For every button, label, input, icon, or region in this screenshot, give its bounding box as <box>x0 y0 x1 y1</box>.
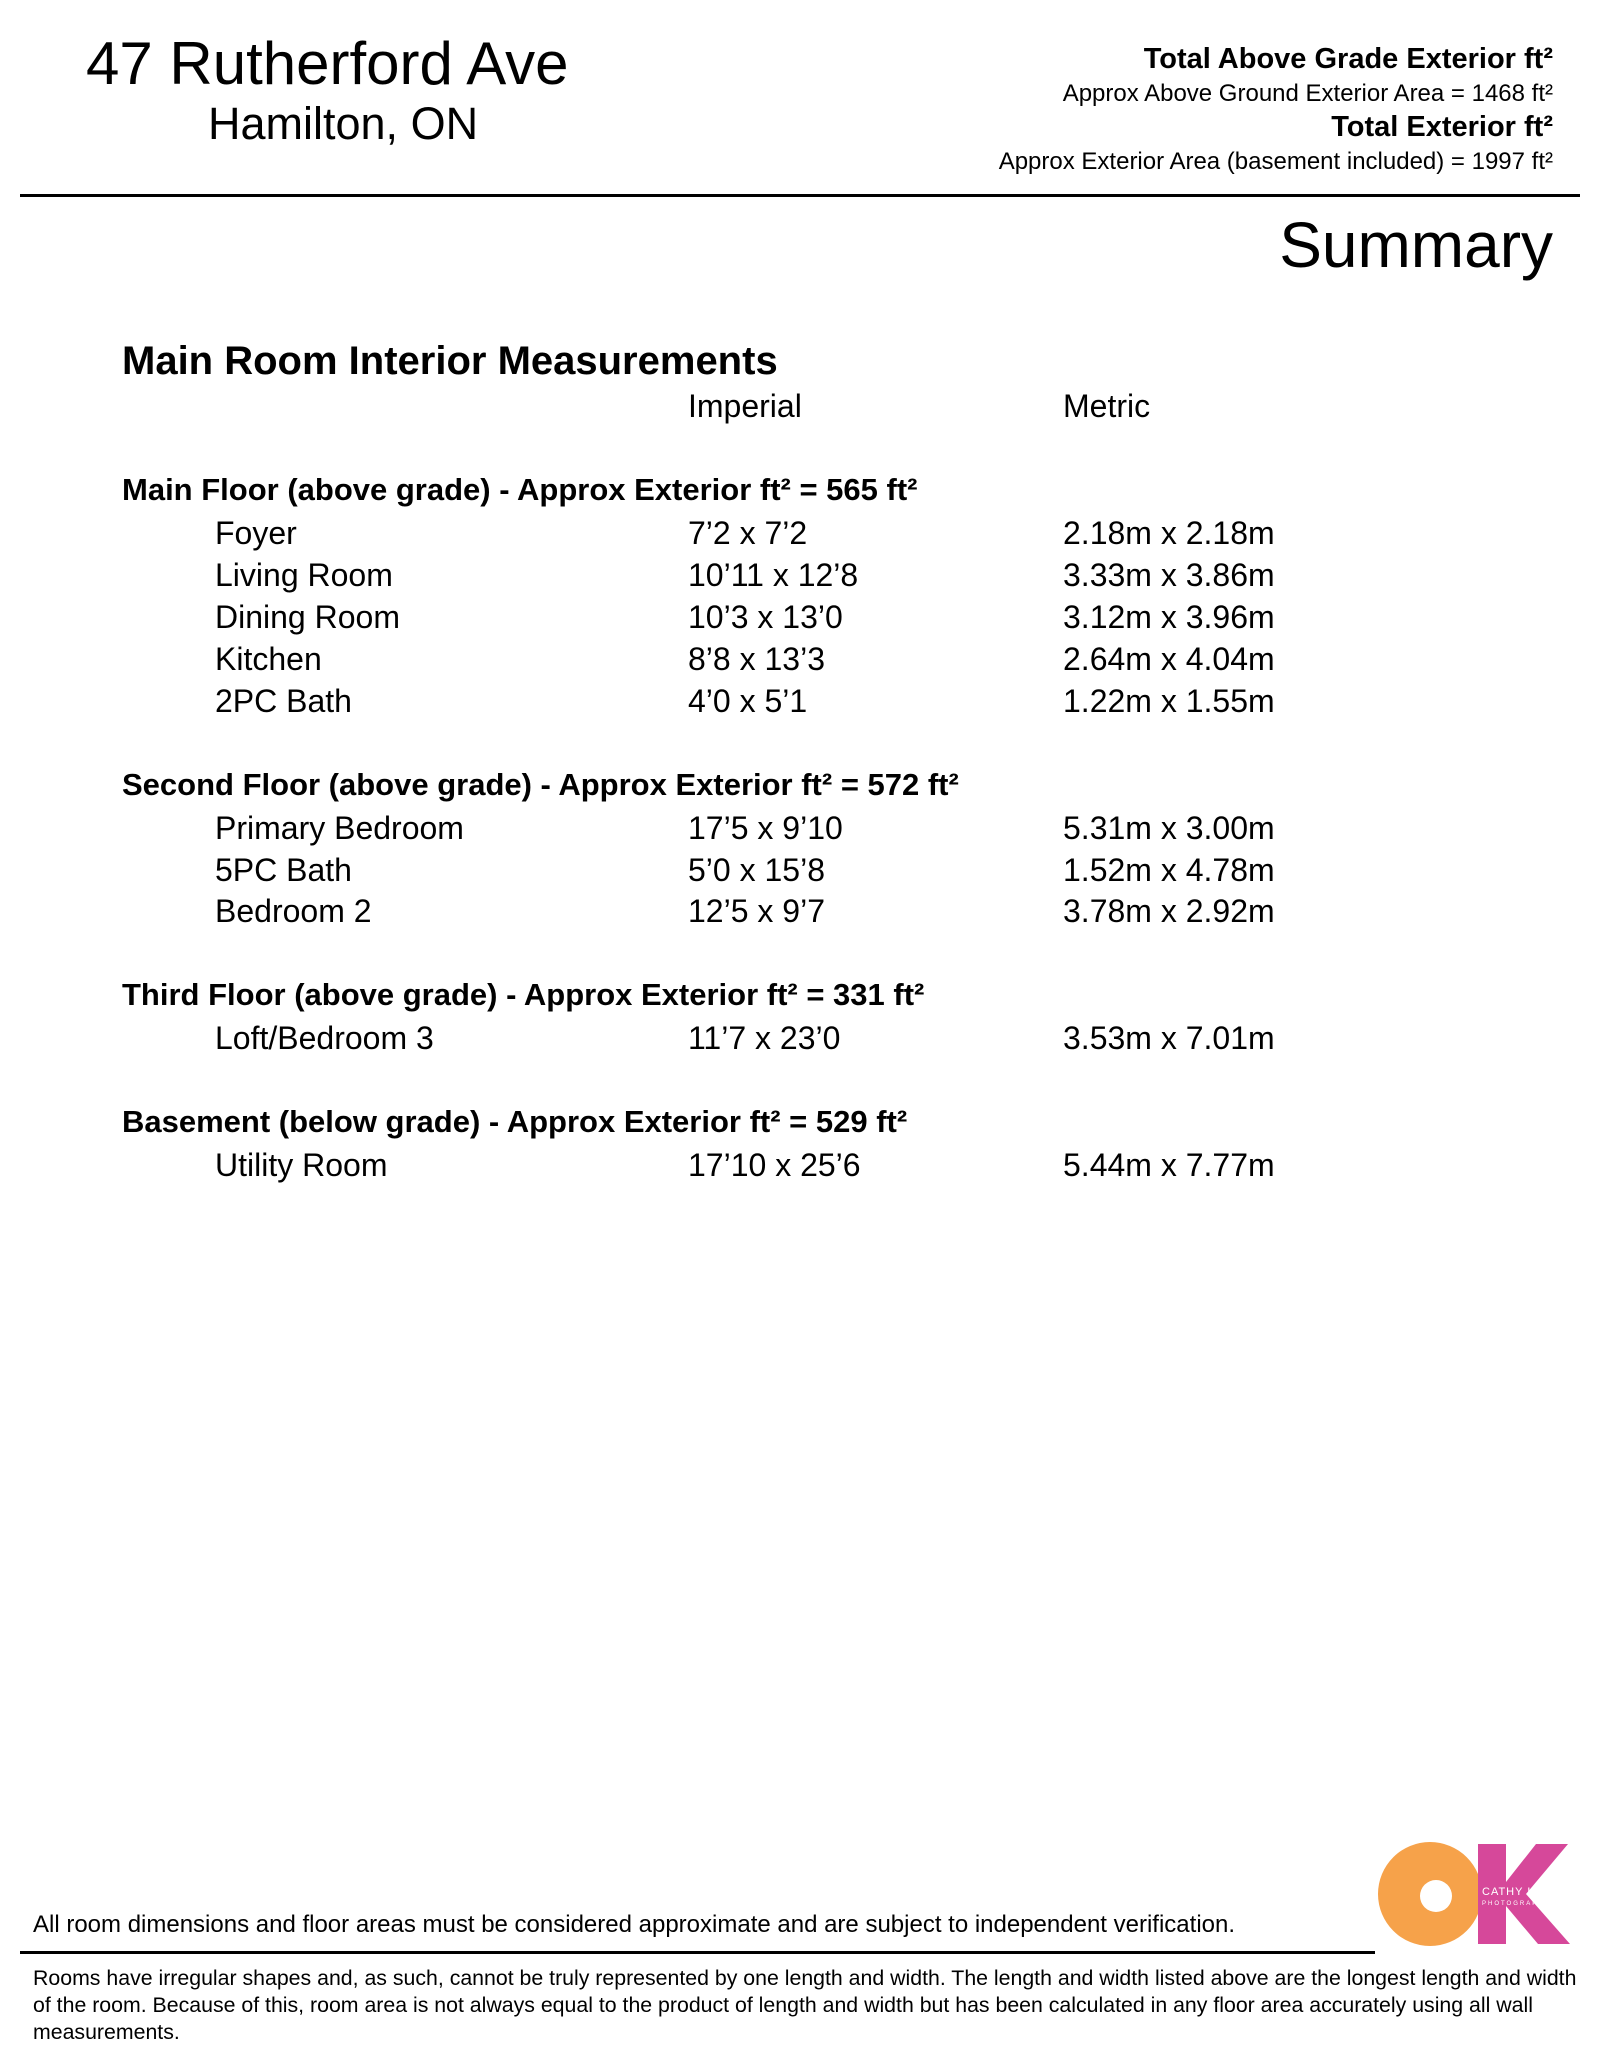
room-metric: 3.78m x 2.92m <box>1063 893 1275 929</box>
room-metric: 2.18m x 2.18m <box>1063 515 1275 551</box>
disclaimer-text: All room dimensions and floor areas must be considered approximate and are subject to independent verification. <box>33 1911 1236 1938</box>
room-name: 2PC Bath <box>215 683 352 719</box>
cathy-koop-logo <box>1370 1838 1570 1950</box>
room-metric: 5.31m x 3.00m <box>1063 810 1275 846</box>
floor-header-main: Main Floor (above grade) - Approx Exterior ft² = 565 ft² <box>122 472 918 507</box>
room-imperial: 4’0 x 5’1 <box>688 683 808 719</box>
footnote-text: Rooms have irregular shapes and, as such, cannot be truly represented by one length and width. The length and width listed above are the longest length and width of the room. Because of this, room area is not always equal to the product of length and width but has been calculated in any floor area accurately using all wall measurements. <box>33 1966 1577 2044</box>
room-metric: 1.22m x 1.55m <box>1063 683 1275 719</box>
logo-text-line2: PHOTOGRAPHY <box>1482 1901 1551 1907</box>
floor-header-second: Second Floor (above grade) - Approx Exterior ft² = 572 ft² <box>122 767 959 802</box>
room-name: Primary Bedroom <box>215 810 464 846</box>
column-header-metric: Metric <box>1063 388 1151 424</box>
room-metric: 2.64m x 4.04m <box>1063 641 1275 677</box>
floor-header-basement: Basement (below grade) - Approx Exterior ft² = 529 ft² <box>122 1104 908 1139</box>
room-metric: 3.33m x 3.86m <box>1063 557 1275 593</box>
room-metric: 3.53m x 7.01m <box>1063 1020 1275 1056</box>
room-name: Kitchen <box>215 641 322 677</box>
room-name: Loft/Bedroom 3 <box>215 1020 434 1056</box>
room-name: Dining Room <box>215 599 400 635</box>
room-imperial: 17’10 x 25’6 <box>688 1147 861 1183</box>
room-imperial: 11’7 x 23’0 <box>688 1020 841 1056</box>
city-subtitle: Hamilton, ON <box>208 98 479 149</box>
room-name: Utility Room <box>215 1147 388 1183</box>
summary-title: Summary <box>1279 209 1553 281</box>
room-name: 5PC Bath <box>215 852 352 888</box>
room-name: Living Room <box>215 557 393 593</box>
room-imperial: 10’3 x 13’0 <box>688 599 843 635</box>
logo-text-line1: CATHY KOOP <box>1482 1886 1564 1898</box>
room-name: Bedroom 2 <box>215 893 372 929</box>
total-exterior-value: Approx Exterior Area (basement included) = 1997 ft² <box>998 148 1553 175</box>
room-imperial: 8’8 x 13’3 <box>688 641 825 677</box>
section-title: Main Room Interior Measurements <box>122 339 778 383</box>
footer-divider <box>20 1951 1375 1954</box>
room-metric: 5.44m x 7.77m <box>1063 1147 1275 1183</box>
room-imperial: 12’5 x 9’7 <box>688 893 825 929</box>
total-exterior-label: Total Exterior ft² <box>1331 111 1553 143</box>
total-above-grade-label: Total Above Grade Exterior ft² <box>1143 43 1553 75</box>
room-imperial: 7’2 x 7’2 <box>688 515 808 551</box>
room-imperial: 10’11 x 12’8 <box>688 557 859 593</box>
room-metric: 3.12m x 3.96m <box>1063 599 1275 635</box>
room-imperial: 5’0 x 15’8 <box>688 852 825 888</box>
room-metric: 1.52m x 4.78m <box>1063 852 1275 888</box>
column-header-imperial: Imperial <box>688 388 802 424</box>
floor-header-third: Third Floor (above grade) - Approx Exterior ft² = 331 ft² <box>122 977 925 1012</box>
logo-letter-o <box>1378 1842 1482 1946</box>
room-name: Foyer <box>215 515 297 551</box>
header-divider <box>20 194 1580 197</box>
address-title: 47 Rutherford Ave <box>86 30 569 97</box>
total-above-grade-value: Approx Above Ground Exterior Area = 1468 ft² <box>1062 80 1553 107</box>
room-imperial: 17’5 x 9’10 <box>688 810 843 846</box>
